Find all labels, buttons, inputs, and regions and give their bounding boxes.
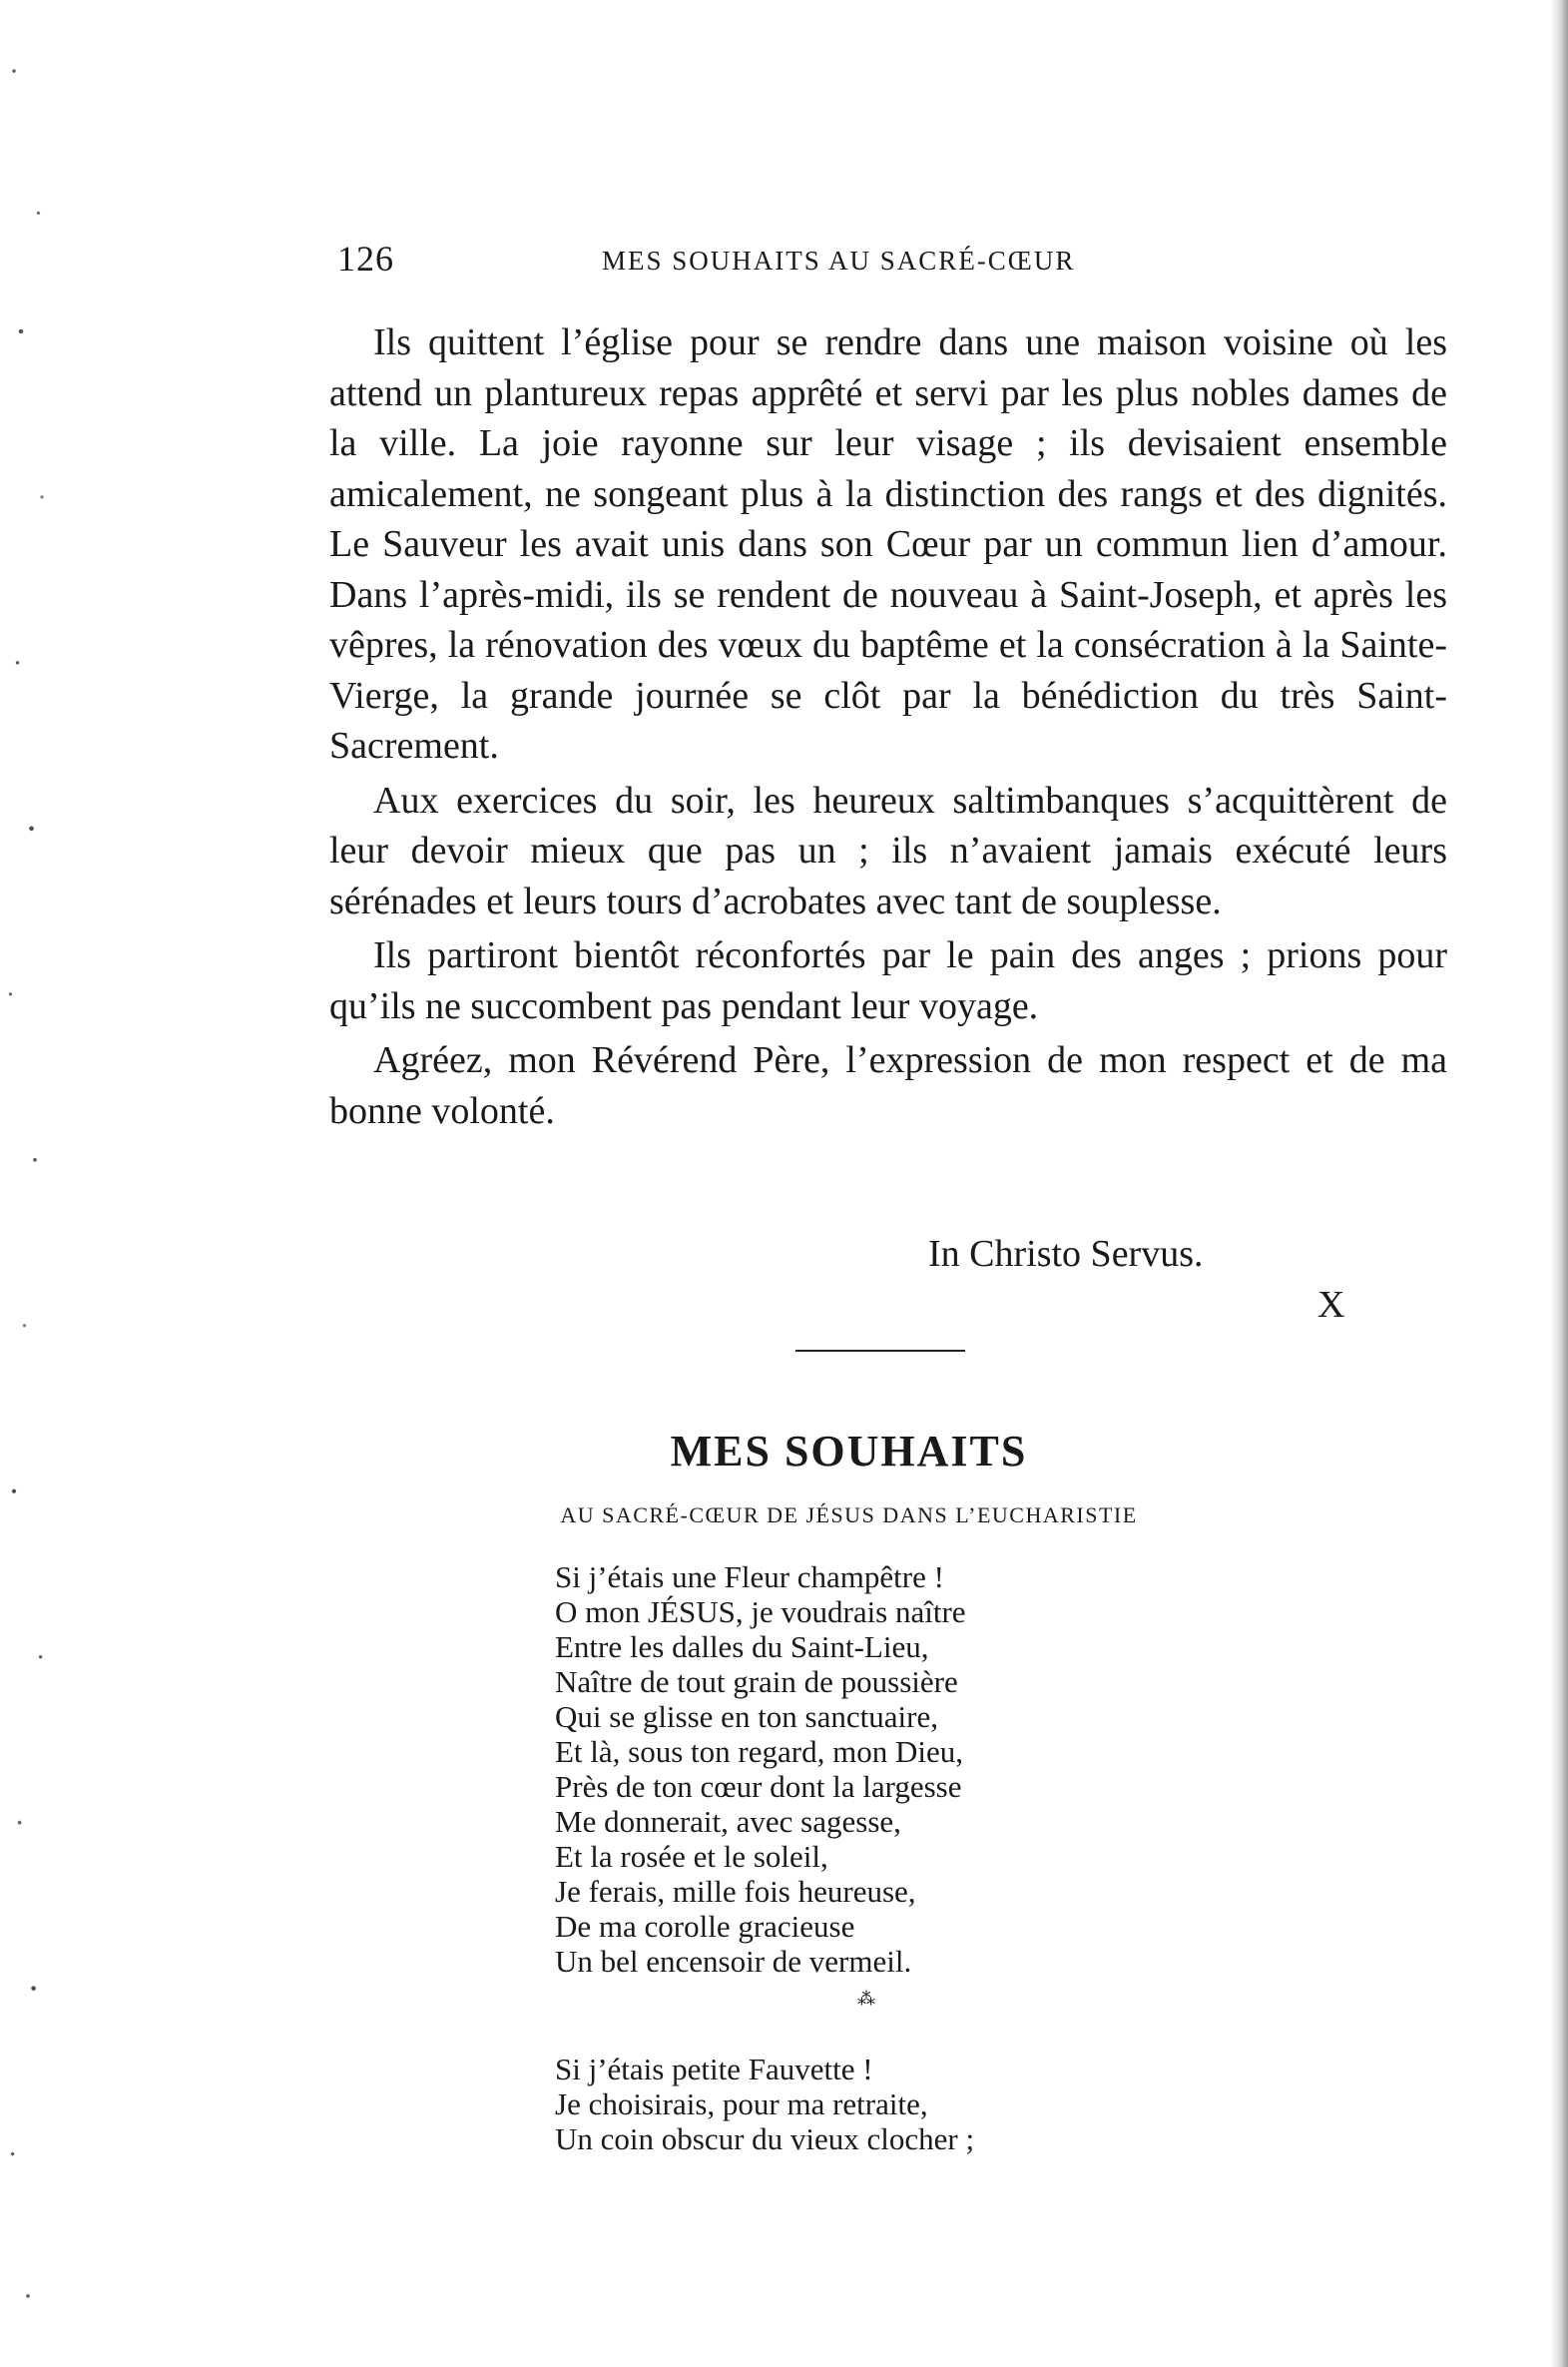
poem-verse: Qui se glisse en ton sanctuaire, <box>555 1699 938 1734</box>
page-header <box>337 238 1335 288</box>
scan-margin-speckles <box>0 0 70 2367</box>
running-title: MES SOUHAITS AU SACRÉ-CŒUR <box>602 246 1076 276</box>
letter-paragraph: Agréez, mon Révérend Père, l’expression de mon respect et de ma bonne volonté. <box>329 1039 1447 1132</box>
letter-paragraph: Ils partiront bientôt réconfortés par le pain des anges ; prions pour qu’ils ne succombent pas pendant leur voyage. <box>329 934 1447 1027</box>
poem-verse: Un coin obscur du vieux clocher ; <box>555 2121 975 2156</box>
section-divider <box>795 1350 965 1352</box>
poem-verse: Entre les dalles du Saint-Lieu, <box>555 1629 929 1664</box>
poem-stanza-2 <box>555 2052 1154 2156</box>
poem-verse: Si j’étais petite Fauvette ! <box>555 2052 873 2086</box>
poem-subtitle: AU SACRÉ-CŒUR DE JÉSUS DANS L’EUCHARISTIE <box>560 1502 1138 1527</box>
letter-body <box>329 317 1447 1136</box>
signature-initial: X <box>1317 1284 1345 1326</box>
poem-verse: De ma corolle gracieuse <box>555 1909 855 1944</box>
poem-verse: Un bel encensoir de vermeil. <box>555 1944 912 1979</box>
asterism-ornament: ⁂ <box>857 1989 875 2009</box>
letter-paragraph: Aux exercices du soir, les heureux saltimbanques s’acquittèrent de leur devoir mieux que pas un ; ils n’avaient jamais exécuté leurs sérénades et leurs tours d’acrobates avec tant de souplesse. <box>329 779 1447 922</box>
poem-verse: Près de ton cœur dont la largesse <box>555 1769 962 1804</box>
poem-verse: Je choisirais, pour ma retraite, <box>555 2086 928 2121</box>
page-edge-shadow <box>1550 0 1568 2367</box>
letter-closing: In Christo Servus. <box>928 1233 1204 1275</box>
page-number: 126 <box>337 239 394 279</box>
poem-verse: Je ferais, mille fois heureuse, <box>555 1874 916 1909</box>
poem-stanza-1 <box>555 1559 1154 1979</box>
poem-verse: Me donnerait, avec sagesse, <box>555 1804 901 1839</box>
poem-verse: Et là, sous ton regard, mon Dieu, <box>555 1734 963 1769</box>
poem-verse: O mon JÉSUS, je voudrais naître <box>555 1594 966 1629</box>
poem-verse: Et la rosée et le soleil, <box>555 1839 828 1874</box>
letter-paragraph: Ils quittent l’église pour se rendre dans une maison voisine où les attend un plantureux repas apprêté et servi par les plus nobles dames de la ville. La joie rayonne sur leur visage ; ils devisaient ensemble amicalement, ne songeant plus à la distinction des rangs et des dignités. Le Sauveur les avait unis dans son Cœur par un commun lien d’amour. Dans l’après-midi, ils se rendent de nouveau à Saint-Joseph, et après les vêpres, la rénovation des vœux du baptême et la consécration à la Sainte-Vierge, la grande journée se clôt par la bénédiction du très Saint-Sacrement. <box>329 321 1447 767</box>
poem-title: MES SOUHAITS <box>670 1427 1028 1476</box>
poem-verse: Naître de tout grain de poussière <box>555 1664 958 1699</box>
poem-verse: Si j’étais une Fleur champêtre ! <box>555 1559 944 1594</box>
